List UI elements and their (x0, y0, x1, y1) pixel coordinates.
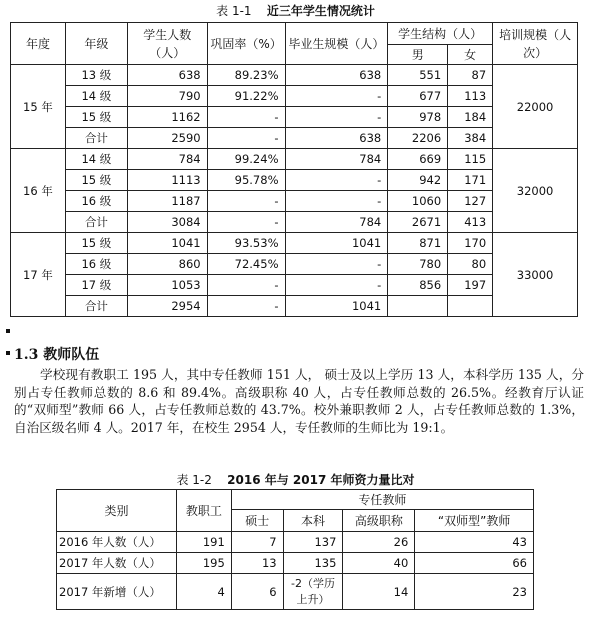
section-paragraph: 学校现有教职工 195 人，其中专任教师 151 人， 硕士及以上学历 13 人，本科学历 135 人，分别占专任教师总数的 8.6 和 89.4%。高级职称 40 人，占专任教师总数的 26.5%。经教育厅认证的“双师型”教师 66 人，占专任教师总数的 43.7%。校外兼职教师 2 人，占专任教师总数的 1.3%，自治区级名师 4 人。2017 年，在校生 2954 人，专任教师的生师比为 19:1。 (14, 367, 584, 435)
cell-students: 1113 (127, 170, 207, 191)
cell-grade: 13 级 (65, 65, 127, 86)
cell-female: 115 (448, 149, 493, 170)
header-structure: 学生结构（人） (388, 23, 493, 45)
cell-staff: 195 (176, 553, 231, 574)
teacher-comparison-table (56, 489, 534, 610)
table-row (57, 532, 534, 553)
cell-female: 87 (448, 65, 493, 86)
header-female: 女 (448, 45, 493, 65)
cell-female: 197 (448, 275, 493, 296)
cell-graduates: - (285, 191, 388, 212)
table-row (11, 128, 578, 149)
cell-grade: 合计 (65, 296, 127, 317)
cell-students: 1162 (127, 107, 207, 128)
cell-male: 978 (388, 107, 448, 128)
cell-senior: 26 (343, 532, 415, 553)
cell-retention: 89.23% (207, 65, 285, 86)
cell-retention: 95.78% (207, 170, 285, 191)
cell-training: 33000 (493, 233, 578, 317)
header-dual-qualified: “双师型”教师 (415, 510, 534, 532)
cell-retention: - (207, 107, 285, 128)
cell-grade: 16 级 (65, 254, 127, 275)
cell-grade: 15 级 (65, 233, 127, 254)
cell-graduates: 784 (285, 149, 388, 170)
cell-students: 638 (127, 65, 207, 86)
header-category: 类别 (57, 490, 177, 532)
cell-bachelor: 135 (283, 553, 343, 574)
cell-retention: 99.24% (207, 149, 285, 170)
table1-caption-title: 近三年学生情况统计 (266, 4, 375, 18)
bullet-mark (6, 329, 10, 333)
cell-category: 2017 年人数（人） (57, 553, 177, 574)
cell-male: 2671 (388, 212, 448, 233)
cell-staff: 191 (176, 532, 231, 553)
header-bachelor: 本科 (283, 510, 343, 532)
cell-retention: 91.22% (207, 86, 285, 107)
table1-caption (0, 3, 591, 19)
cell-students: 2954 (127, 296, 207, 317)
header-graduates: 毕业生规模（人） (285, 23, 388, 65)
cell-retention: - (207, 296, 285, 317)
table-row (11, 170, 578, 191)
cell-bachelor: 137 (283, 532, 343, 553)
table-row (57, 574, 534, 610)
cell-graduates: 638 (285, 128, 388, 149)
cell-grade: 14 级 (65, 86, 127, 107)
cell-male: 871 (388, 233, 448, 254)
cell-male: 780 (388, 254, 448, 275)
cell-male: 669 (388, 149, 448, 170)
cell-male: 856 (388, 275, 448, 296)
header-year: 年度 (11, 23, 66, 65)
cell-male: 2206 (388, 128, 448, 149)
cell-female: 127 (448, 191, 493, 212)
cell-senior: 14 (343, 574, 415, 610)
student-statistics-table (10, 22, 578, 317)
cell-female: 413 (448, 212, 493, 233)
cell-students: 2590 (127, 128, 207, 149)
cell-grade: 14 级 (65, 149, 127, 170)
header-staff: 教职工 (176, 490, 231, 532)
cell-female: 113 (448, 86, 493, 107)
cell-master: 7 (231, 532, 283, 553)
cell-dual: 66 (415, 553, 534, 574)
cell-students: 1187 (127, 191, 207, 212)
table-row (11, 254, 578, 275)
bullet-mark (6, 351, 10, 355)
header-retention: 巩固率（%） (207, 23, 285, 65)
cell-bachelor: -2（学历上升） (283, 574, 343, 610)
table-row (11, 149, 578, 170)
table-row (11, 65, 578, 86)
cell-year: 17 年 (11, 233, 66, 317)
cell-grade: 15 级 (65, 107, 127, 128)
table2-caption-number: 表 1-2 (176, 473, 212, 487)
cell-retention: 72.45% (207, 254, 285, 275)
header-master: 硕士 (231, 510, 283, 532)
cell-students: 790 (127, 86, 207, 107)
cell-graduates: 784 (285, 212, 388, 233)
cell-dual: 43 (415, 532, 534, 553)
table2-caption-title: 2016 年与 2017 年师资力量比对 (227, 473, 415, 487)
cell-graduates: 1041 (285, 233, 388, 254)
cell-graduates: 1041 (285, 296, 388, 317)
cell-students: 784 (127, 149, 207, 170)
cell-male: 942 (388, 170, 448, 191)
cell-graduates: - (285, 170, 388, 191)
header-male: 男 (388, 45, 448, 65)
cell-grade: 合计 (65, 128, 127, 149)
cell-dual: 23 (415, 574, 534, 610)
cell-master: 13 (231, 553, 283, 574)
cell-students: 860 (127, 254, 207, 275)
cell-retention: - (207, 275, 285, 296)
cell-year: 15 年 (11, 65, 66, 149)
table-row (11, 86, 578, 107)
table-row (11, 275, 578, 296)
header-grade: 年级 (65, 23, 127, 65)
table2-caption (0, 472, 591, 488)
cell-students: 1053 (127, 275, 207, 296)
cell-master: 6 (231, 574, 283, 610)
cell-senior: 40 (343, 553, 415, 574)
header-senior: 高级职称 (343, 510, 415, 532)
cell-category: 2016 年人数（人） (57, 532, 177, 553)
cell-grade: 合计 (65, 212, 127, 233)
cell-retention: 93.53% (207, 233, 285, 254)
cell-retention: - (207, 191, 285, 212)
student-table-body (11, 65, 578, 317)
cell-training: 32000 (493, 149, 578, 233)
cell-female (448, 296, 493, 317)
cell-category: 2017 年新增（人） (57, 574, 177, 610)
cell-male (388, 296, 448, 317)
table-row (11, 296, 578, 317)
cell-retention: - (207, 212, 285, 233)
table-row (11, 191, 578, 212)
cell-graduates: - (285, 275, 388, 296)
cell-female: 170 (448, 233, 493, 254)
cell-grade: 15 级 (65, 170, 127, 191)
cell-retention: - (207, 128, 285, 149)
header-students: 学生人数（人） (127, 23, 207, 65)
cell-graduates: - (285, 254, 388, 275)
cell-staff: 4 (176, 574, 231, 610)
cell-male: 677 (388, 86, 448, 107)
table1-caption-number: 表 1-1 (216, 4, 252, 18)
cell-female: 80 (448, 254, 493, 275)
cell-graduates: - (285, 107, 388, 128)
cell-year: 16 年 (11, 149, 66, 233)
header-training: 培训规模（人次） (493, 23, 578, 65)
cell-female: 184 (448, 107, 493, 128)
section-heading: 1.3 教师队伍 (14, 347, 100, 363)
cell-female: 384 (448, 128, 493, 149)
cell-male: 551 (388, 65, 448, 86)
table-row (11, 233, 578, 254)
cell-grade: 17 级 (65, 275, 127, 296)
cell-students: 1041 (127, 233, 207, 254)
table-row (57, 553, 534, 574)
cell-graduates: - (285, 86, 388, 107)
cell-male: 1060 (388, 191, 448, 212)
header-fulltime-teachers: 专任教师 (231, 490, 533, 510)
cell-students: 3084 (127, 212, 207, 233)
cell-training: 22000 (493, 65, 578, 149)
cell-grade: 16 级 (65, 191, 127, 212)
table-row (11, 212, 578, 233)
cell-graduates: 638 (285, 65, 388, 86)
table-row (11, 107, 578, 128)
cell-female: 171 (448, 170, 493, 191)
